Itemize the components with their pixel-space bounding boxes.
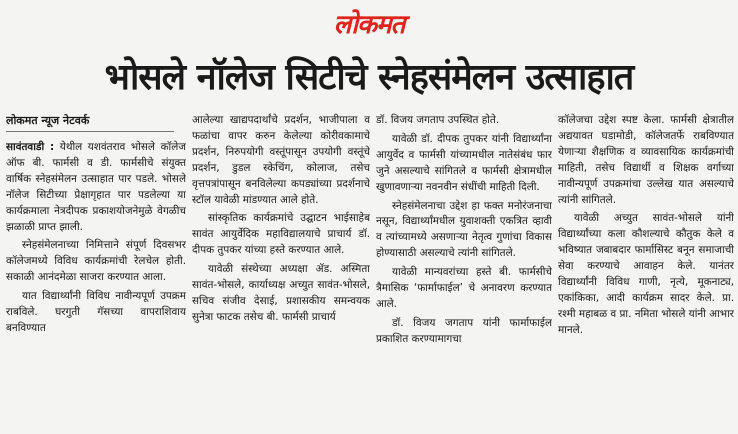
paragraph: आलेल्या खाद्यपदार्थांचे प्रदर्शन, भाजीपाला व फळांचा वापर करुन केलेल्या कोरीवकामाचे प्रदर्शन, निरुपयोगी वस्तूंपासून उपयोगी वस्तूंचे प्रदर्शन, डुडल स्केचिंग, कोलाज, तसेच वृत्तपत्रांपासून बनविलेल्या कपड्यांच्या प्रदर्शनाचे स्टॉल यावेळी मांडण्यात आले होते. <box>192 114 370 206</box>
article-column-4 <box>558 113 734 434</box>
dateline: सावंतवाडी : <box>6 141 55 153</box>
paragraph: यावेळी संस्थेच्या अध्यक्षा ॲड. अस्मिता सावंत-भोसले, कार्याध्यक्ष अच्युत सावंत-भोसले, सचिव संजीव देसाई, प्रशासकीय समन्वयक सुनेत्रा फाटक तसेच बी. फार्मसी प्राचार्य <box>192 263 370 323</box>
byline-divider <box>6 131 174 132</box>
byline: लोकमत न्यूज नेटवर्क <box>6 114 90 127</box>
paragraph: डॉ. विजय जगताप यांनी फार्माफाईल प्रकाशित करण्यामागचा <box>376 316 552 345</box>
masthead <box>0 0 738 46</box>
paragraph <box>6 140 186 235</box>
article-column-3 <box>376 113 552 434</box>
paragraph: स्नेहसंमेलनाच्या निमित्ताने संपूर्ण दिवसभर कॉलेजमध्ये विविध कार्यक्रमांची रेलचेल होती. सकाळी आनंदमेळा साजरा करण्यात आला. <box>6 239 186 284</box>
paragraph: डॉ. विजय जगताप उपस्थित होते. <box>376 114 500 126</box>
paragraph: यावेळी डॉ. दीपक तुपकर यांनी विद्यार्थ्यांना आयुर्वेद व फार्मसी यांच्यामधील नातेसंबंध फार जुने असल्याचे सांगितले व फार्मसी क्षेत्रामधील खुणावणाऱ्या नवनवीन संधींची माहिती दिली. <box>376 132 552 193</box>
article-column-2 <box>192 113 370 434</box>
paragraph: स्नेहसंमेलनाचा उद्देश हा फक्त मनोरंजनाचा नसून, विद्यार्थ्यांमधील युवाशक्ती एकत्रित व्हावी व त्यांच्यामध्ये असणाऱ्या नेतृत्व गुणांचा विकास होण्यासाठी असल्याचे त्यांनी सांगितले. <box>376 199 552 260</box>
lokmat-logo: लोकमत <box>333 10 405 40</box>
paragraph-text: येथील यशवंतराव भोसले कॉलेज ऑफ बी. फार्मसी व डी. फार्मसीचे संयुक्त वार्षिक स्नेहसंमेलन उत्साहात पार पडले. भोसले नॉलेज सिटीच्या प्रेक्षागृहात पार पडलेल्या या कार्यक्रमाला नेत्रदीपक प्रकाशयोजनेमुळे वेगळीच झळाळी प्राप्त झाली. <box>6 141 186 233</box>
paragraph: कॉलेजचा उद्देश स्पष्ट केला. फार्मसी क्षेत्रातील अद्ययावत घडामोडी, कॉलेजतर्फे राबविण्यात येणाऱ्या शैक्षणिक व व्यावसायिक कार्यक्रमांची माहिती, तसेच विद्यार्थी व शिक्षक वर्गाच्या नावीन्यपूर्ण उपक्रमांचा उल्लेख यात असल्याचे त्यांनी सांगितले. <box>558 114 734 206</box>
headline: भोसले नॉलेज सिटीचे स्नेहसंमेलन उत्साहात <box>104 57 634 98</box>
article-column-1 <box>6 140 186 434</box>
paragraph: यावेळी मान्यवरांच्या हस्ते बी. फार्मसीचे त्रैमासिक ‘फार्माफाईल’ चे अनावरण करण्यात आले. <box>376 266 552 310</box>
paragraph: यावेळी अच्युत सावंत-भोसले यांनी विद्यार्थ्यांच्या कला कौशल्याचे कौतुक केले व भविष्यात जबाबदार फार्मासिस्ट बनून समाजाची सेवा करण्याचे आवाहन केले. यानंतर विद्यार्थ्यांनी विविध गाणी, नृत्ये, मूकनाट्य, एकांकिका, आदी कार्यक्रम सादर केले. प्रा. रश्मी महाबळ व प्रा. नमिता भोसले यांनी आभार मानले. <box>558 212 734 336</box>
paragraph: यात विद्यार्थ्यांनी विविध नावीन्यपूर्ण उपक्रम राबविले. घरगुती गॅसच्या वापराशिवाय बनविण्यात <box>6 290 186 334</box>
paragraph: सांस्कृतिक कार्यक्रमांचे उद्घाटन भाईसाहेब सावंत आयुर्वेदिक महाविद्यालयाचे प्राचार्य डॉ. दीपक तुपकर यांच्या हस्ते करण्यात आले. <box>192 212 370 257</box>
